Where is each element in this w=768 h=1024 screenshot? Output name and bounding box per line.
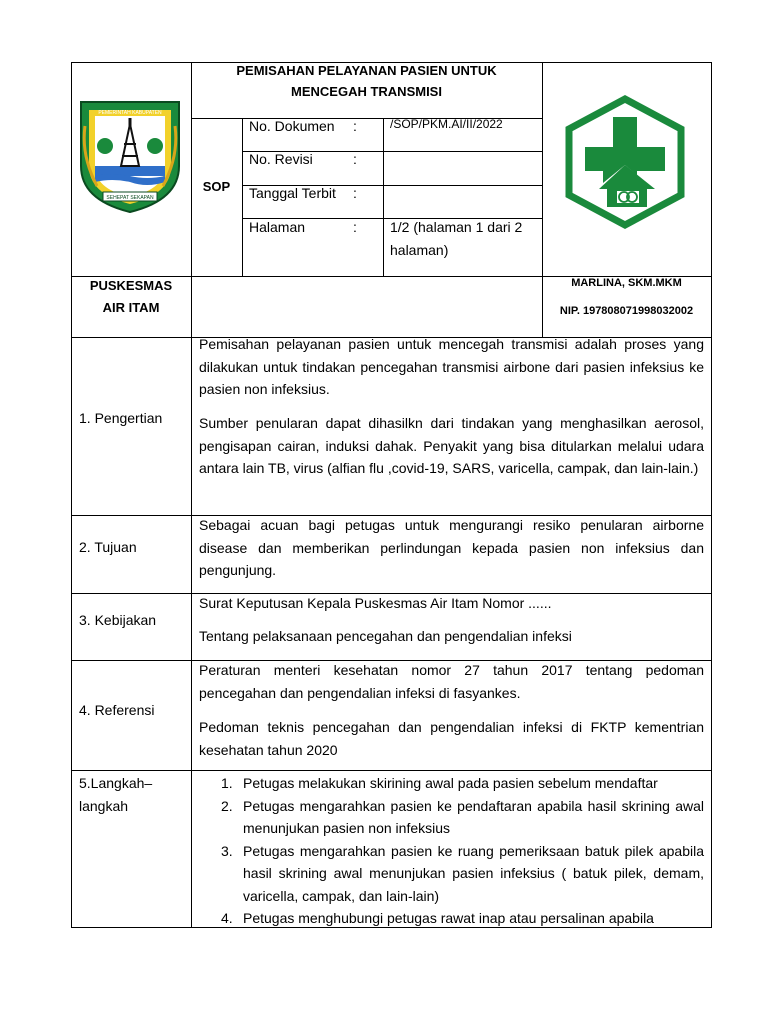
no-dokumen-label: No. Dokumen [249, 118, 335, 134]
list-item [221, 795, 704, 840]
table-border-left [71, 62, 72, 928]
tanggal-terbit-colon: : [353, 185, 357, 201]
list-item-number: 2. [221, 797, 233, 814]
table-col-right [542, 62, 543, 338]
table-border-right [711, 62, 712, 928]
pengertian-paragraph-2: Sumber penularan dapat dihasilkn dari tindakan yang menghasilkan aerosol, pengisapan cairan, induksi dahak. Penyakit yang bisa ditularkan melalui udara antara lain TB, virus (alfian flu ,covid-19, SARS, varicella, campak, dan lain-lain.) [199, 415, 704, 476]
list-item-number: 1. [221, 775, 233, 791]
table-col-value [383, 118, 384, 277]
section-label-referensi: 4. Referensi [79, 702, 155, 718]
halaman-value-line1: 1/2 (halaman 1 dari 2 [390, 219, 523, 235]
table-rule-referensi-bottom [71, 770, 712, 771]
tanggal-terbit-label: Tanggal Terbit [249, 185, 336, 201]
signer-nip: NIP. 197808071998032002 [559, 305, 694, 317]
list-item-number: 4. [221, 910, 233, 926]
list-item-text: Petugas mengarahkan pasien ke ruang pemeriksaan batuk pilek apabila hasil skrining awal menunjukan pasien infeksius ( batuk pilek, demam, varicella, campak, dan lain-lain) [243, 842, 704, 904]
document-title-line1: PEMISAHAN PELAYANAN PASIEN UNTUK [236, 63, 497, 78]
list-item [221, 772, 704, 795]
no-dokumen-colon: : [353, 118, 357, 134]
table-col-sop [242, 118, 243, 277]
document-title-line2: MENCEGAH TRANSMISI [291, 84, 442, 99]
puskesmas-logo-icon [563, 95, 687, 229]
section-label-pengertian: 1. Pengertian [79, 410, 163, 426]
halaman-colon: : [353, 219, 357, 235]
referensi-paragraph-1: Peraturan menteri kesehatan nomor 27 tahun 2017 tentang pedoman pencegahan dan pengendalian infeksi di fasyankes. [199, 662, 704, 701]
kebijakan-paragraph-2: Tentang pelaksanaan pencegahan dan pengendalian infeksi [199, 628, 572, 644]
pengertian-paragraph-1: Pemisahan pelayanan pasien untuk mencegah transmisi adalah proses yang dilakukan untuk tindakan pencegahan transmisi airbone dari pasien infeksius ke pasien non infeksius. [199, 336, 704, 397]
list-item-number: 3. [221, 842, 233, 859]
section-label-kebijakan: 3. Kebijakan [79, 612, 157, 628]
left-logo-bottom-text: SEHEPAT SEKAPAN [106, 195, 154, 201]
kebijakan-paragraph-1: Surat Keputusan Kepala Puskesmas Air Itam Nomor ...... [199, 595, 552, 611]
list-item-text: Petugas melakukan skirining awal pada pasien sebelum mendaftar [243, 775, 658, 791]
referensi-paragraph-2: Pedoman teknis pencegahan dan pengendalian infeksi di FKTP kementrian kesehatan tahun 2020 [199, 719, 704, 758]
list-item-text: Petugas mengarahkan pasien ke pendaftaran apabila hasil skrining awal menunjukan pasien non infeksius [243, 797, 704, 836]
signer-name: MARLINA, SKM.MKM [571, 277, 682, 289]
tujuan-paragraph-1: Sebagai acuan bagi petugas untuk mengurangi resiko penularan airborne disease dan memberikan perlindungan kepada pasien non infeksius dan pengunjung. [199, 517, 704, 578]
section-label-langkah-line2: langkah [79, 798, 129, 814]
list-item-text: Petugas menghubungi petugas rawat inap atau persalinan apabila [243, 910, 654, 926]
list-item [221, 840, 704, 908]
left-logo-top-text: PEMERINTAH KABUPATEN [98, 110, 162, 116]
section-label-tujuan: 2. Tujuan [79, 539, 137, 555]
no-dokumen-value: /SOP/PKM.AI/II/2022 [390, 117, 503, 131]
section-label-langkah-line1: 5.Langkah– [79, 775, 153, 791]
no-revisi-label: No. Revisi [249, 151, 313, 167]
org-name-line1: PUSKESMAS [89, 278, 173, 293]
sop-label: SOP [202, 179, 231, 194]
no-revisi-colon: : [353, 151, 357, 167]
regional-emblem-icon [77, 96, 183, 214]
list-item [221, 907, 704, 930]
org-name-line2: AIR ITAM [102, 300, 160, 315]
halaman-value-line2: halaman) [390, 242, 449, 258]
langkah-list [221, 772, 704, 926]
halaman-label: Halaman [249, 219, 306, 235]
